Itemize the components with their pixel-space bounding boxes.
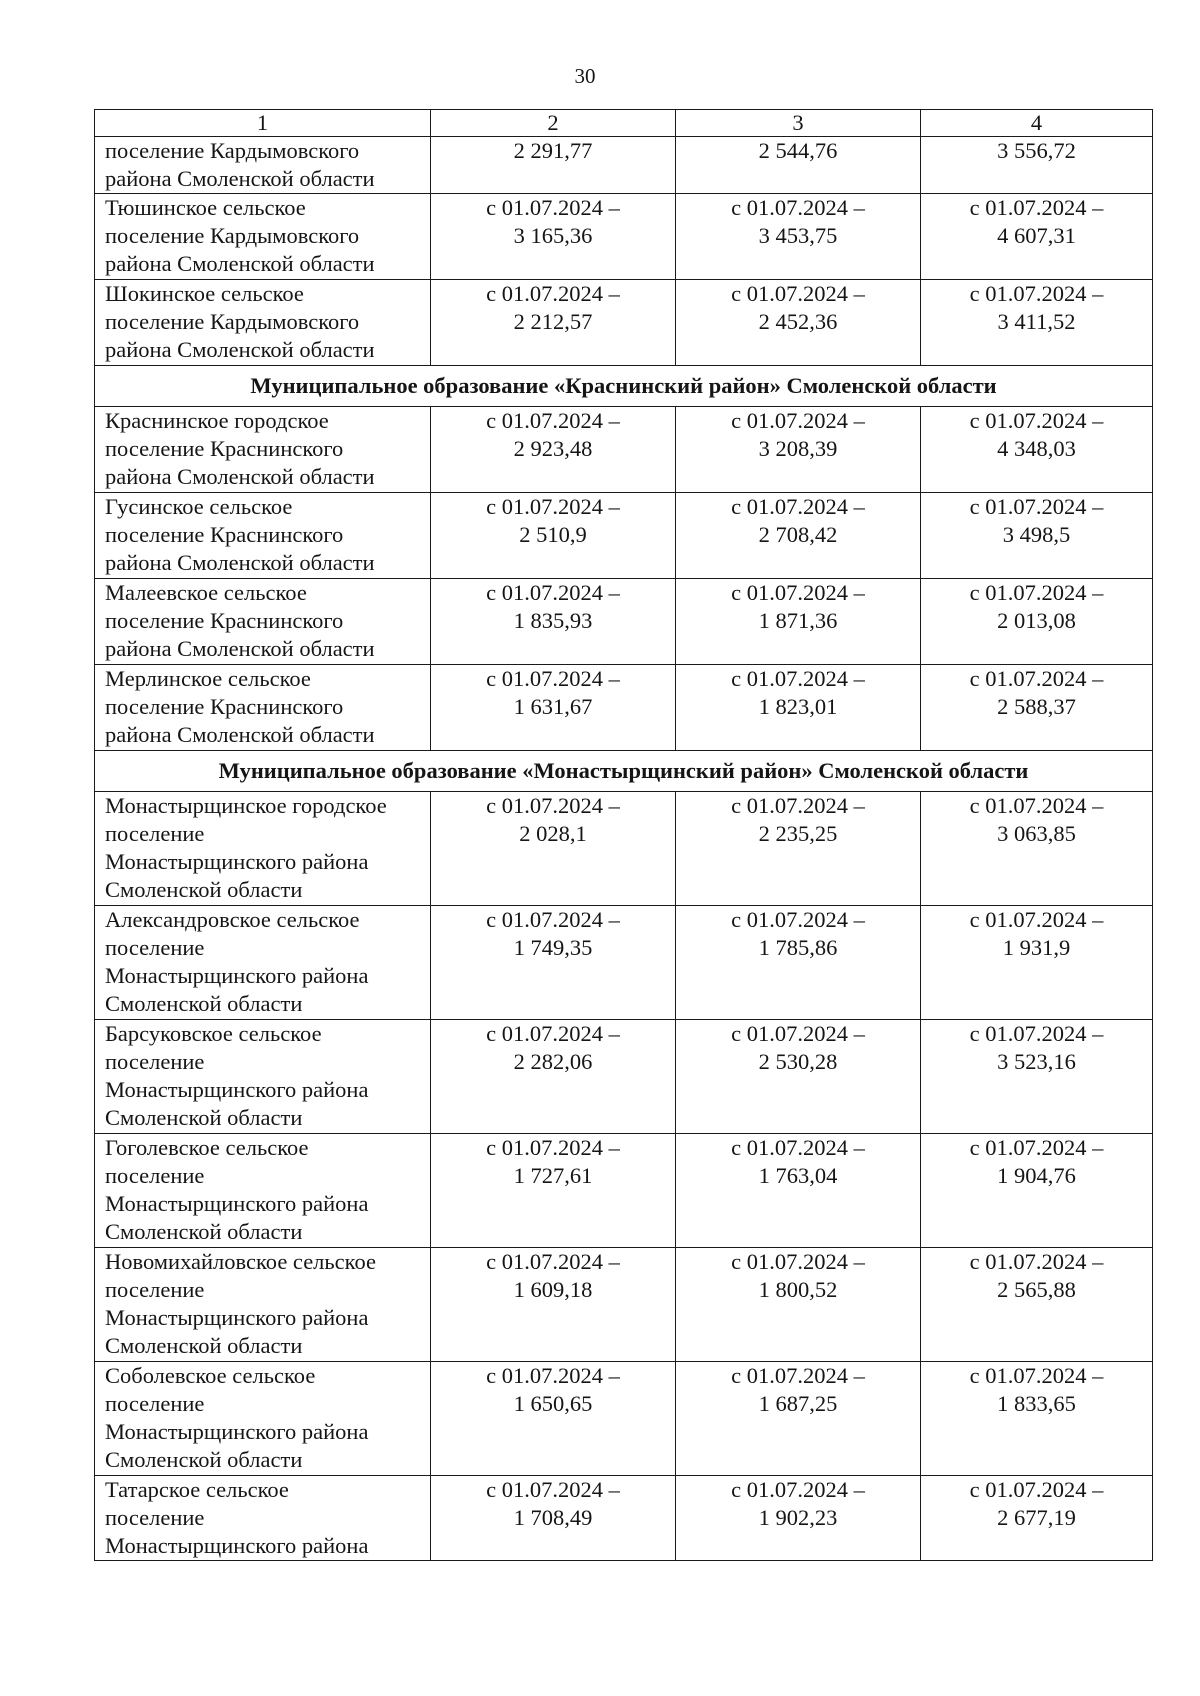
cell-line: с 01.07.2024 – — [969, 408, 1104, 433]
cell-line: 1 800,52 — [758, 1277, 838, 1302]
table-header-row — [95, 110, 1153, 137]
cell-line: поселение — [105, 1505, 205, 1530]
value-cell-v2 — [431, 137, 676, 194]
value-cell-v2 — [431, 1476, 676, 1561]
cell-line: поселение — [105, 1049, 205, 1074]
cell-line: 1 631,67 — [513, 694, 593, 719]
cell-line: с 01.07.2024 – — [486, 907, 620, 932]
table-row — [95, 280, 1153, 366]
column-header: 1 — [95, 110, 431, 137]
cell-line: 1 687,25 — [758, 1391, 838, 1416]
column-header: 2 — [431, 110, 676, 137]
section-title: Муниципальное образование «Монастырщинский район» Смоленской области — [95, 751, 1153, 792]
cell-line: поселение Краснинского — [105, 694, 344, 719]
cell-line: Смоленской области — [105, 1105, 303, 1130]
cell-line: Монастырщинское городское — [105, 793, 387, 818]
table-row — [95, 137, 1153, 194]
value-cell-v2 — [431, 1134, 676, 1248]
cell-line: с 01.07.2024 – — [731, 666, 865, 691]
value-cell-v2 — [431, 493, 676, 579]
cell-line: с 01.07.2024 – — [486, 195, 620, 220]
cell-line: 2 510,9 — [519, 522, 587, 547]
cell-line: с 01.07.2024 – — [731, 408, 865, 433]
cell-line: 3 063,85 — [997, 821, 1076, 846]
cell-line: 1 650,65 — [513, 1391, 593, 1416]
value-cell-v4 — [921, 1020, 1153, 1134]
settlement-name-cell — [95, 665, 431, 751]
cell-line: с 01.07.2024 – — [731, 195, 865, 220]
cell-line: района Смоленской области — [105, 636, 375, 661]
cell-line: поселение Кардымовского — [105, 309, 360, 334]
cell-line: с 01.07.2024 – — [731, 1363, 865, 1388]
table-row — [95, 493, 1153, 579]
cell-line: 1 823,01 — [758, 694, 838, 719]
value-cell-v2 — [431, 280, 676, 366]
cell-line: Тюшинское сельское — [105, 195, 306, 220]
cell-line: 1 902,23 — [758, 1505, 838, 1530]
cell-line: Смоленской области — [105, 1333, 303, 1358]
cell-line: 3 556,72 — [997, 138, 1076, 163]
column-header: 3 — [676, 110, 921, 137]
cell-line: с 01.07.2024 – — [969, 580, 1104, 605]
value-cell-v4 — [921, 1362, 1153, 1476]
cell-line: Александровское сельское — [105, 907, 360, 932]
cell-line: 3 453,75 — [758, 223, 838, 248]
column-header: 4 — [921, 110, 1153, 137]
value-cell-v4 — [921, 137, 1153, 194]
settlement-name-cell — [95, 137, 431, 194]
settlement-name-cell — [95, 407, 431, 493]
cell-line: 2 677,19 — [997, 1505, 1076, 1530]
settlement-name-cell — [95, 792, 431, 906]
value-cell-v3 — [676, 407, 921, 493]
value-cell-v2 — [431, 1248, 676, 1362]
cell-line: с 01.07.2024 – — [486, 1021, 620, 1046]
cell-line: поселение Краснинского — [105, 522, 344, 547]
cell-line: 2 291,77 — [513, 138, 593, 163]
cell-line: с 01.07.2024 – — [731, 1477, 865, 1502]
cell-line: 1 727,61 — [513, 1163, 593, 1188]
cell-line: Монастырщинского района — [105, 1191, 369, 1216]
cell-line: с 01.07.2024 – — [731, 1249, 865, 1274]
cell-line: поселение — [105, 821, 205, 846]
cell-line: Гоголевское сельское — [105, 1135, 309, 1160]
table-row — [95, 792, 1153, 906]
value-cell-v2 — [431, 579, 676, 665]
cell-line: поселение — [105, 1391, 205, 1416]
cell-line: Монастырщинского района — [105, 1077, 369, 1102]
cell-line: 4 348,03 — [997, 436, 1076, 461]
cell-line: Малеевское сельское — [105, 580, 307, 605]
cell-line: с 01.07.2024 – — [486, 666, 620, 691]
cell-line: с 01.07.2024 – — [486, 408, 620, 433]
cell-line: поселение — [105, 1277, 205, 1302]
section-title: Муниципальное образование «Краснинский район» Смоленской области — [95, 366, 1153, 407]
section-header-row — [95, 366, 1153, 407]
cell-line: Соболевское сельское — [105, 1363, 316, 1388]
cell-line: с 01.07.2024 – — [486, 793, 620, 818]
cell-line: с 01.07.2024 – — [969, 1477, 1104, 1502]
value-cell-v2 — [431, 194, 676, 280]
value-cell-v3 — [676, 1020, 921, 1134]
value-cell-v3 — [676, 906, 921, 1020]
cell-line: поселение Краснинского — [105, 608, 344, 633]
cell-line: Монастырщинского района — [105, 963, 369, 988]
cell-line: поселение Кардымовского — [105, 138, 360, 163]
cell-line: с 01.07.2024 – — [486, 1249, 620, 1274]
value-cell-v3 — [676, 137, 921, 194]
table-row — [95, 1362, 1153, 1476]
value-cell-v4 — [921, 1248, 1153, 1362]
cell-line: Смоленской области — [105, 1219, 303, 1244]
settlement-name-cell — [95, 579, 431, 665]
cell-line: 1 763,04 — [758, 1163, 838, 1188]
value-cell-v3 — [676, 579, 921, 665]
value-cell-v3 — [676, 1134, 921, 1248]
value-cell-v3 — [676, 1362, 921, 1476]
cell-line: с 01.07.2024 – — [969, 907, 1104, 932]
cell-line: Новомихайловское сельское — [105, 1249, 376, 1274]
table-body — [95, 110, 1153, 1561]
cell-line: района Смоленской области — [105, 464, 375, 489]
value-cell-v4 — [921, 493, 1153, 579]
settlement-name-cell — [95, 1020, 431, 1134]
cell-line: района Смоленской области — [105, 251, 375, 276]
cell-line: 3 498,5 — [1002, 522, 1071, 547]
value-cell-v3 — [676, 194, 921, 280]
value-cell-v2 — [431, 906, 676, 1020]
settlement-name-cell — [95, 194, 431, 280]
cell-line: Краснинское городское — [105, 408, 329, 433]
cell-line: района Смоленской области — [105, 166, 375, 191]
cell-line: с 01.07.2024 – — [731, 1021, 865, 1046]
table-row — [95, 1134, 1153, 1248]
value-cell-v3 — [676, 1248, 921, 1362]
cell-line: 1 833,65 — [997, 1391, 1076, 1416]
settlement-name-cell — [95, 1476, 431, 1561]
cell-line: 1 708,49 — [513, 1505, 593, 1530]
value-cell-v2 — [431, 665, 676, 751]
settlement-name-cell — [95, 906, 431, 1020]
cell-line: 1 785,86 — [758, 935, 838, 960]
cell-line: поселение — [105, 1163, 205, 1188]
value-cell-v3 — [676, 792, 921, 906]
cell-line: района Смоленской области — [105, 337, 375, 362]
value-cell-v4 — [921, 792, 1153, 906]
cell-line: Смоленской области — [105, 877, 303, 902]
cell-line: с 01.07.2024 – — [969, 1021, 1104, 1046]
settlement-name-cell — [95, 1248, 431, 1362]
settlement-name-cell — [95, 493, 431, 579]
table-row — [95, 579, 1153, 665]
value-cell-v4 — [921, 665, 1153, 751]
cell-line: 2 282,06 — [513, 1049, 593, 1074]
cell-line: 2 588,37 — [997, 694, 1076, 719]
value-cell-v3 — [676, 493, 921, 579]
cell-line: Монастырщинского района — [105, 1419, 369, 1444]
cell-line: с 01.07.2024 – — [969, 666, 1104, 691]
cell-line: 2 923,48 — [513, 436, 593, 461]
value-cell-v2 — [431, 1020, 676, 1134]
cell-line: с 01.07.2024 – — [969, 1363, 1104, 1388]
table-row — [95, 1476, 1153, 1561]
value-cell-v4 — [921, 906, 1153, 1020]
value-cell-v2 — [431, 407, 676, 493]
cell-line: Смоленской области — [105, 1447, 303, 1472]
cell-line: 2 212,57 — [513, 309, 593, 334]
value-cell-v4 — [921, 407, 1153, 493]
cell-line: Монастырщинского района — [105, 1305, 369, 1330]
cell-line: 2 013,08 — [997, 608, 1076, 633]
cell-line: 1 835,93 — [513, 608, 593, 633]
cell-line: 2 708,42 — [758, 522, 838, 547]
cell-line: с 01.07.2024 – — [486, 1135, 620, 1160]
cell-line: с 01.07.2024 – — [969, 1249, 1104, 1274]
cell-line: 4 607,31 — [997, 223, 1076, 248]
value-cell-v2 — [431, 1362, 676, 1476]
cell-line: Гусинское сельское — [105, 494, 293, 519]
cell-line: с 01.07.2024 – — [969, 281, 1104, 306]
table-row — [95, 1020, 1153, 1134]
settlement-name-cell — [95, 1134, 431, 1248]
cell-line: с 01.07.2024 – — [969, 1135, 1104, 1160]
table-row — [95, 906, 1153, 1020]
cell-line: 3 165,36 — [513, 223, 593, 248]
cell-line: с 01.07.2024 – — [731, 793, 865, 818]
cell-line: с 01.07.2024 – — [731, 281, 865, 306]
cell-line: с 01.07.2024 – — [731, 494, 865, 519]
cell-line: с 01.07.2024 – — [731, 1135, 865, 1160]
table-row — [95, 1248, 1153, 1362]
cell-line: с 01.07.2024 – — [969, 793, 1104, 818]
cell-line: с 01.07.2024 – — [731, 907, 865, 932]
table-row — [95, 665, 1153, 751]
cell-line: 3 523,16 — [997, 1049, 1076, 1074]
cell-line: с 01.07.2024 – — [969, 195, 1104, 220]
cell-line: 1 871,36 — [758, 608, 838, 633]
value-cell-v3 — [676, 1476, 921, 1561]
cell-line: 1 749,35 — [513, 935, 593, 960]
cell-line: Мерлинское сельское — [105, 666, 311, 691]
value-cell-v4 — [921, 194, 1153, 280]
cell-line: района Смоленской области — [105, 550, 375, 575]
cell-line: района Смоленской области — [105, 722, 375, 747]
cell-line: Шокинское сельское — [105, 281, 304, 306]
value-cell-v3 — [676, 665, 921, 751]
cell-line: с 01.07.2024 – — [486, 580, 620, 605]
cell-line: 1 904,76 — [997, 1163, 1076, 1188]
cell-line: 2 235,25 — [758, 821, 838, 846]
cell-line: с 01.07.2024 – — [969, 494, 1104, 519]
cell-line: 2 452,36 — [758, 309, 838, 334]
value-cell-v3 — [676, 280, 921, 366]
cell-line: с 01.07.2024 – — [731, 580, 865, 605]
cell-line: 2 544,76 — [758, 138, 838, 163]
cell-line: с 01.07.2024 – — [486, 1363, 620, 1388]
cell-line: 2 530,28 — [758, 1049, 838, 1074]
settlement-name-cell — [95, 1362, 431, 1476]
cell-line: поселение Краснинского — [105, 436, 344, 461]
value-cell-v4 — [921, 1476, 1153, 1561]
cell-line: 3 411,52 — [997, 309, 1076, 334]
cell-line: 3 208,39 — [758, 436, 838, 461]
cell-line: поселение Кардымовского — [105, 223, 360, 248]
cell-line: с 01.07.2024 – — [486, 1477, 620, 1502]
cell-line: Монастырщинского района — [105, 1533, 369, 1558]
value-cell-v4 — [921, 1134, 1153, 1248]
cell-line: поселение — [105, 935, 205, 960]
cell-line: 2 565,88 — [997, 1277, 1076, 1302]
cell-line: Татарское сельское — [105, 1477, 289, 1502]
value-cell-v4 — [921, 579, 1153, 665]
cell-line: с 01.07.2024 – — [486, 494, 620, 519]
cell-line: 2 028,1 — [519, 821, 587, 846]
cell-line: с 01.07.2024 – — [486, 281, 620, 306]
section-header-row — [95, 751, 1153, 792]
value-cell-v4 — [921, 280, 1153, 366]
table-row — [95, 194, 1153, 280]
value-cell-v2 — [431, 792, 676, 906]
cell-line: 1 931,9 — [1002, 935, 1071, 960]
page-number: 30 — [574, 64, 596, 88]
tariff-table — [94, 109, 1153, 1561]
cell-line: Монастырщинского района — [105, 849, 369, 874]
settlement-name-cell — [95, 280, 431, 366]
cell-line: Смоленской области — [105, 991, 303, 1016]
cell-line: Барсуковское сельское — [105, 1021, 322, 1046]
table-row — [95, 407, 1153, 493]
cell-line: 1 609,18 — [513, 1277, 593, 1302]
